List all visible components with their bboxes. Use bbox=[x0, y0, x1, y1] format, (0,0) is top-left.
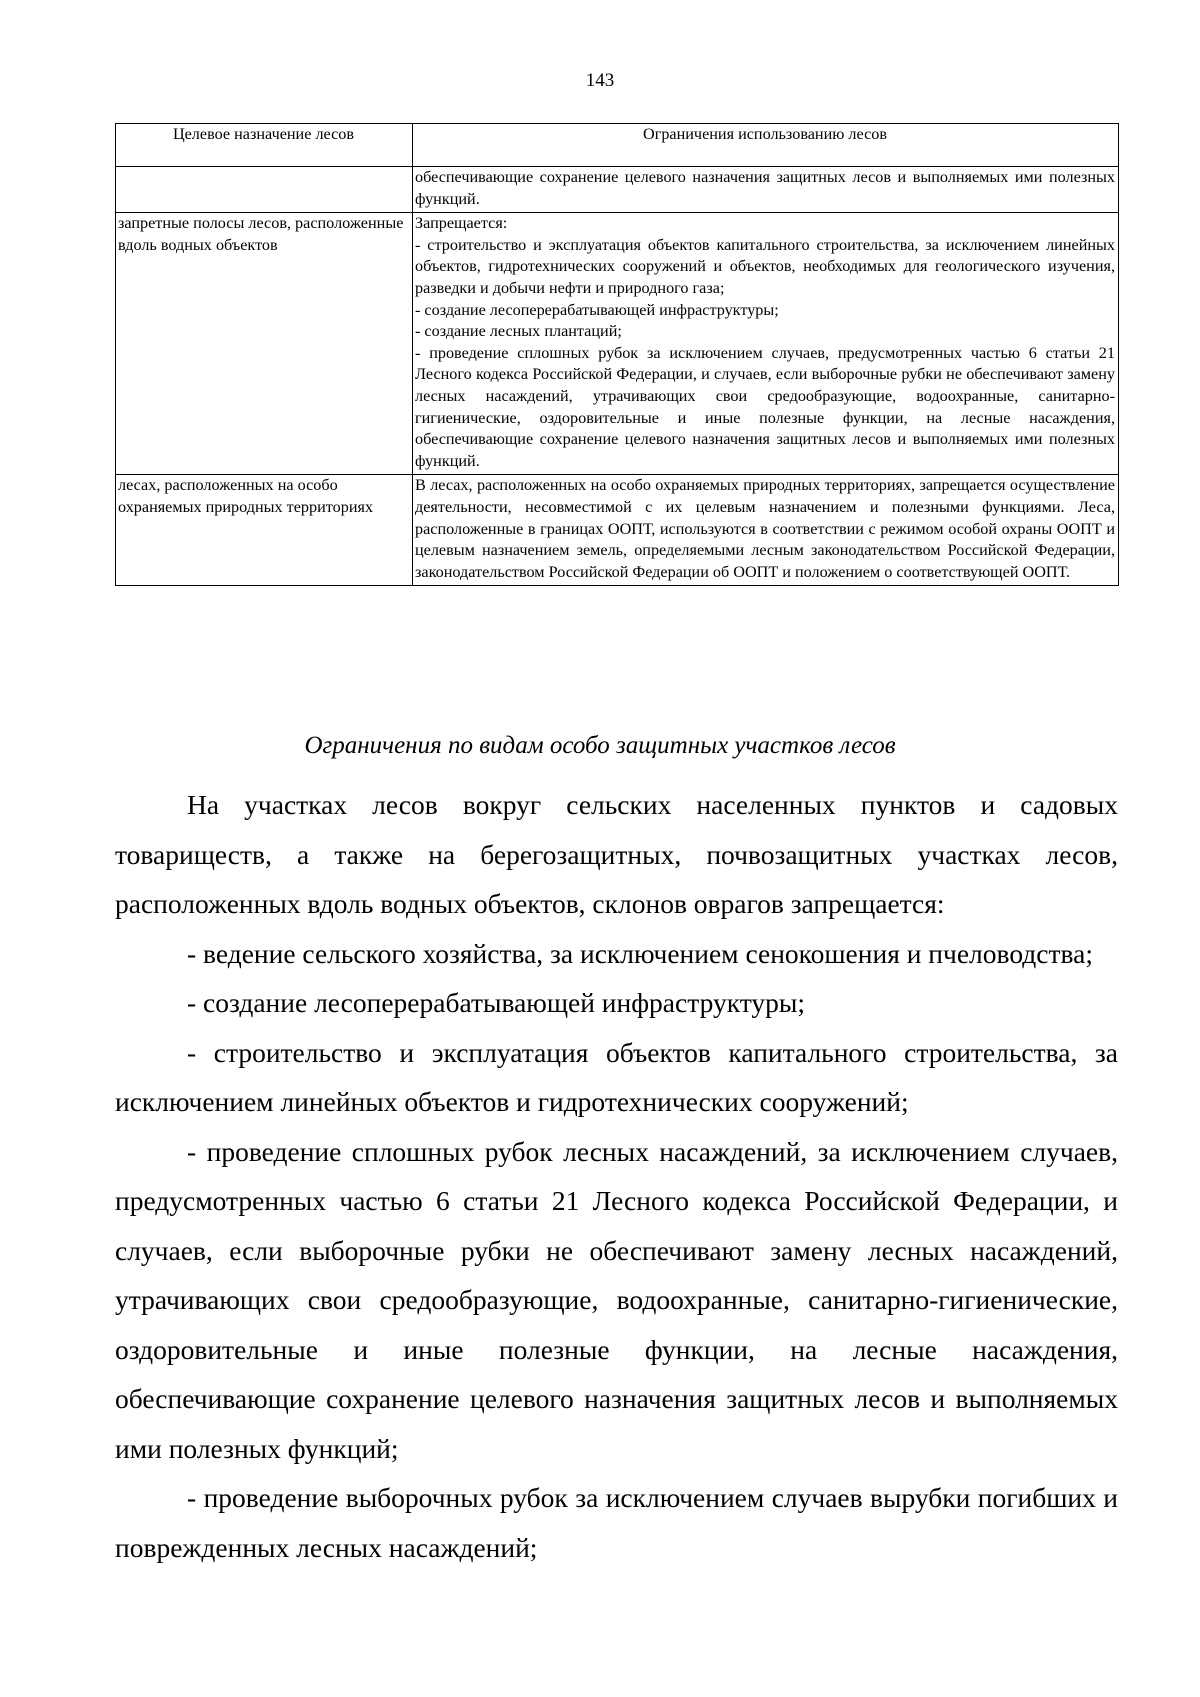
restriction-text: обеспечивающие сохранение целевого назначения защитных лесов и выполняемых ими полезных функций. bbox=[415, 168, 1115, 208]
restriction-text: - создание лесных плантаций; bbox=[415, 322, 622, 341]
restrictions-cell bbox=[413, 213, 1119, 475]
header-restrictions: Ограничения использованию лесов bbox=[413, 124, 1119, 167]
restriction-text: Запрещается: bbox=[415, 214, 508, 233]
body-paragraph: - создание лесоперерабатывающей инфраструктуры; bbox=[187, 987, 805, 1018]
table-row bbox=[116, 213, 1119, 475]
body-paragraph: - проведение сплошных рубок лесных насаждений, за исключением случаев, предусмотренных частью 6 статьи 21 Лесного кодекса Российской Федерации, и случаев, если выборочные рубки не обеспечивают замену лесных насаждений, утрачивающих свои средообразующие, водоохранные, санитарно-гигиенические, оздоровительные и иные полезные функции, на лесные насаждения, обеспечивающие сохранение целевого назначения защитных лесов и выполняемых ими полезных функций; bbox=[115, 1135, 1118, 1464]
restrictions-table bbox=[115, 123, 1119, 586]
restriction-text: В лесах, расположенных на особо охраняемых природных территориях, запрещается осуществление деятельности, несовместимой с их целевым назначением и полезными функциями. Леса, расположенные в границах ООПТ, используются в соответствии с режимом особой охраны ООПТ и целевым назначением земель, определяемыми лесным законодательством Российской Федерации, законодательством Российской Федерации об ООПТ и положением о соответствующей ООПТ. bbox=[415, 476, 1115, 581]
restriction-text: - строительство и эксплуатация объектов капитального строительства, за исключением линейных объектов, гидротехнических сооружений и объектов, необходимых для геологического изучения, разведки и добычи нефти и природного газа; bbox=[415, 235, 1115, 297]
body-text bbox=[115, 780, 1118, 1572]
table-row bbox=[116, 167, 1119, 213]
restrictions-cell bbox=[413, 475, 1119, 586]
purpose-cell: запретные полосы лесов, расположенные вдоль водных объектов bbox=[116, 213, 413, 475]
body-paragraph: - проведение выборочных рубок за исключением случаев вырубки погибших и поврежденных лесных насаждений; bbox=[115, 1482, 1118, 1563]
purpose-cell: лесах, расположенных на особо охраняемых природных территориях bbox=[116, 475, 413, 586]
body-paragraph: - строительство и эксплуатация объектов капитального строительства, за исключением линейных объектов и гидротехнических сооружений; bbox=[115, 1036, 1118, 1117]
restriction-text: - создание лесоперерабатывающей инфраструктуры; bbox=[415, 300, 779, 319]
restrictions-cell bbox=[413, 167, 1119, 213]
table-header-row bbox=[116, 124, 1119, 167]
restriction-text: - проведение сплошных рубок за исключением случаев, предусмотренных частью 6 статьи 21 Лесного кодекса Российской Федерации, и случаев, если выборочные рубки не обеспечивают замену лесных насаждений, утрачивающих свои средообразующие, водоохранные, санитарно-гигиенические, оздоровительные и иные полезные функции, на лесные насаждения, обеспечивающие сохранение целевого назначения защитных лесов и выполняемых ими полезных функций. bbox=[415, 343, 1115, 470]
purpose-cell bbox=[116, 167, 413, 213]
page-number: 143 bbox=[585, 70, 615, 91]
body-paragraph: - ведение сельского хозяйства, за исключением сенокошения и пчеловодства; bbox=[187, 937, 1093, 969]
section-heading: Ограничения по видам особо защитных участков лесов bbox=[304, 732, 896, 759]
header-purpose: Целевое назначение лесов bbox=[116, 124, 413, 167]
table-row bbox=[116, 475, 1119, 586]
body-paragraph: На участках лесов вокруг сельских населенных пунктов и садовых товариществ, а также на берегозащитных, почвозащитных участках лесов, расположенных вдоль водных объектов, склонов оврагов запрещается: bbox=[115, 789, 1118, 919]
